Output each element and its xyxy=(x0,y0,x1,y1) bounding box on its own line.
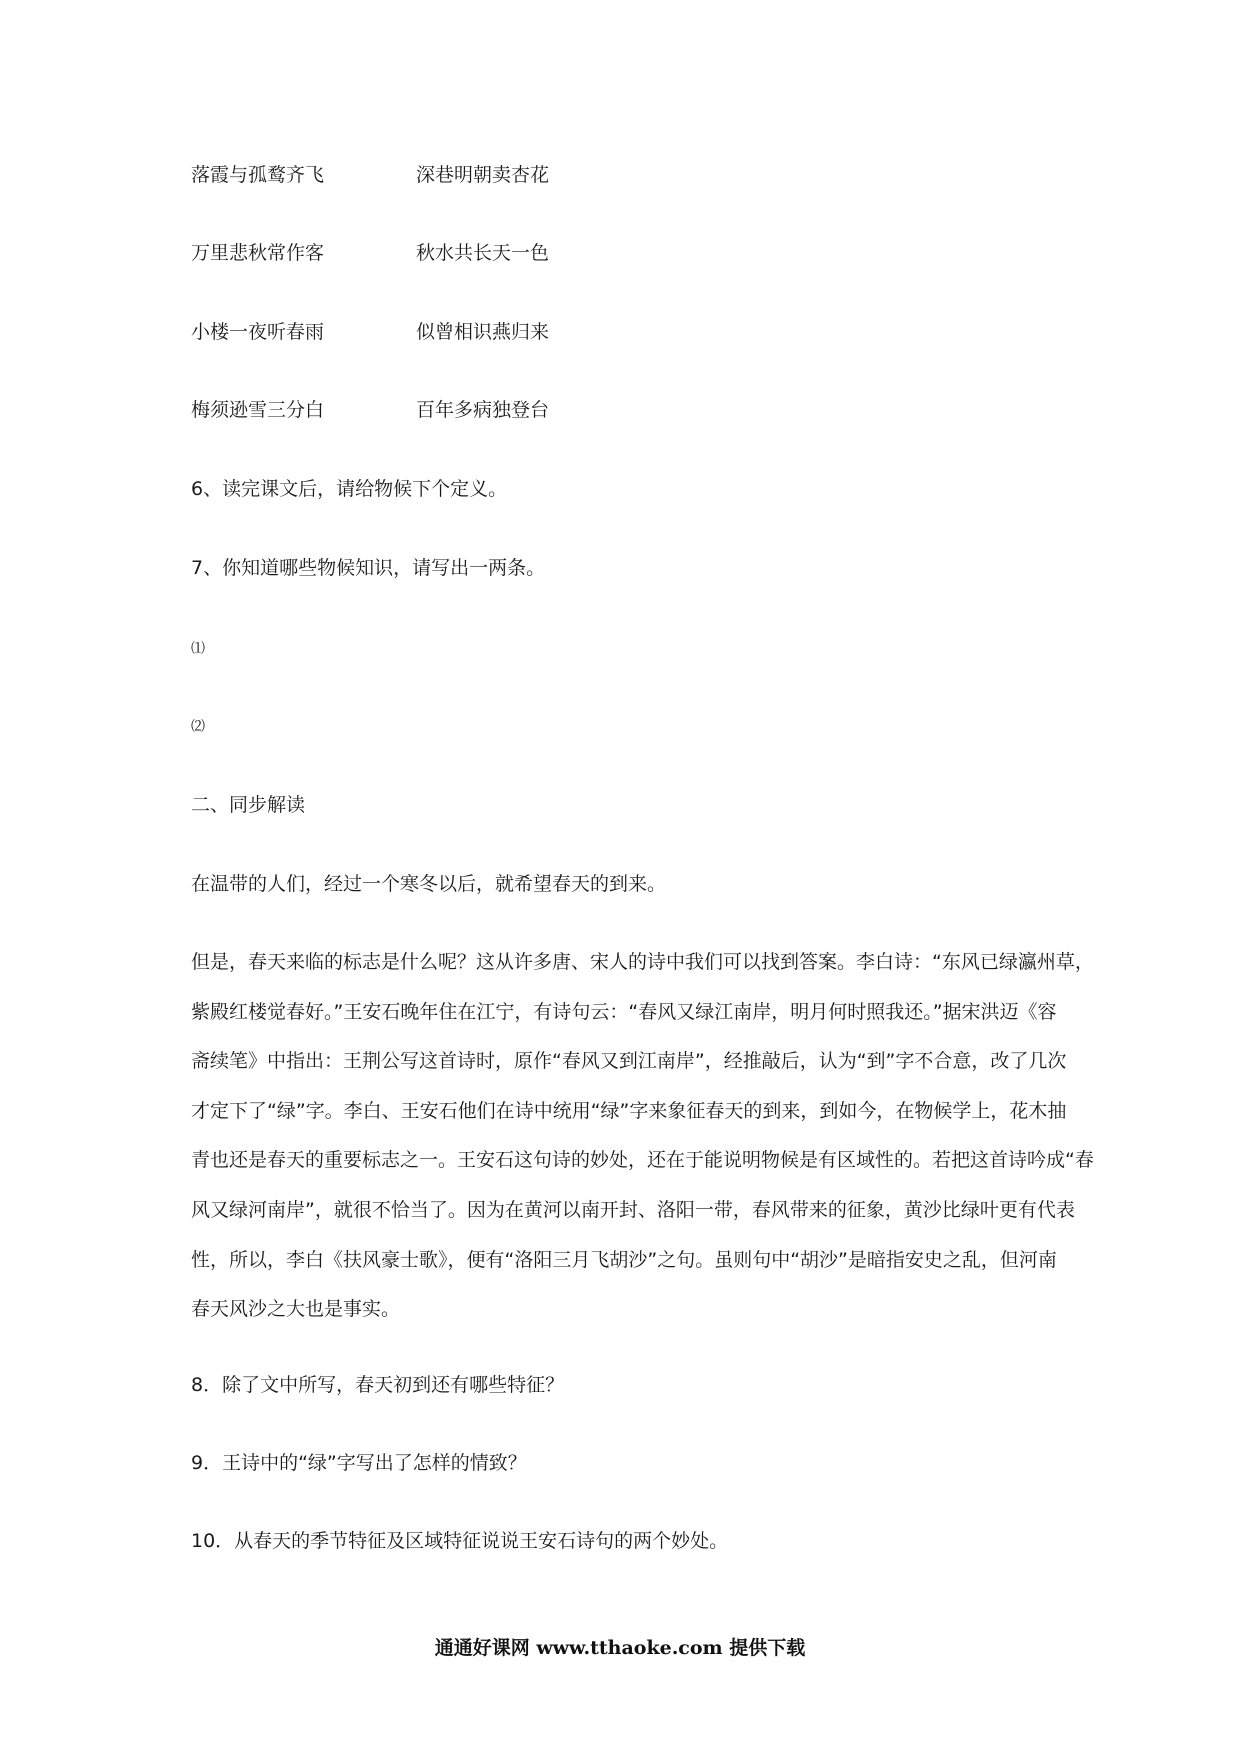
question-7: 7、你知道哪些物候知识，请写出一两条。 xyxy=(191,557,546,579)
pair-right-4: 百年多病独登台 xyxy=(416,399,550,421)
section-title: 二、同步解读 xyxy=(191,794,306,816)
question-8: 8．除了文中所写，春天初到还有哪些特征？ xyxy=(191,1374,565,1396)
pair-right-1: 深巷明朝卖杏花 xyxy=(416,164,550,186)
passage-body xyxy=(191,938,1094,1335)
passage-line-8: 春天风沙之大也是事实。 xyxy=(191,1298,401,1321)
pair-left-3: 小楼一夜听春雨 xyxy=(191,321,325,343)
passage-line-1: 但是，春天来临的标志是什么呢？这从许多唐、宋人的诗中我们可以找到答案。李白诗：“东风已绿瀛州草， xyxy=(191,951,1094,973)
answer-blank-1: ⑴ xyxy=(191,641,205,657)
passage-line-7: 性，所以，李白《扶风豪士歌》，便有“洛阳三月飞胡沙”之句。虽则句中“胡沙”是暗指安史之乱，但河南 xyxy=(191,1248,1057,1271)
answer-blank-2: ⑵ xyxy=(191,719,205,735)
passage-line-4: 才定下了“绿”字。李白、王安石他们在诗中统用“绿”字来象征春天的到来，到如今，在物候学上，花木抽 xyxy=(191,1099,1067,1122)
passage-line-5: 青也还是春天的重要标志之一。王安石这句诗的妙处，还在于能说明物候是有区域性的。若把这首诗吟成“春 xyxy=(191,1149,1094,1172)
pair-left-2: 万里悲秋常作客 xyxy=(191,242,325,264)
question-9: 9．王诗中的“绿”字写出了怎样的情致？ xyxy=(191,1452,527,1474)
pair-left-4: 梅须逊雪三分白 xyxy=(191,399,325,421)
pair-right-2: 秋水共长天一色 xyxy=(416,242,550,264)
passage-intro: 在温带的人们，经过一个寒冬以后，就希望春天的到来。 xyxy=(191,873,667,895)
pair-right-3: 似曾相识燕归来 xyxy=(416,321,550,343)
passage-line-6: 风又绿河南岸”，就很不恰当了。因为在黄河以南开封、洛阳一带，春风带来的征象，黄沙比绿叶更有代表 xyxy=(191,1198,1075,1221)
question-6: 6、读完课文后，请给物候下个定义。 xyxy=(191,478,508,500)
question-10: 10．从春天的季节特征及区域特征说说王安石诗句的两个妙处。 xyxy=(191,1530,729,1552)
passage-line-3: 斋续笔》中指出：王荆公写这首诗时，原作“春风又到江南岸”，经推敲后，认为“到”字不合意，改了几次 xyxy=(191,1050,1067,1073)
pair-left-1: 落霞与孤鹜齐飞 xyxy=(191,164,325,186)
footer-text: 通通好课网 www.tthaoke.com 提供下载 xyxy=(434,1637,806,1659)
passage-line-2: 紫殿红楼觉春好。”王安石晚年住在江宁，有诗句云：“春风又绿江南岸，明月何时照我还。”据宋洪迈《容 xyxy=(191,1000,1057,1023)
